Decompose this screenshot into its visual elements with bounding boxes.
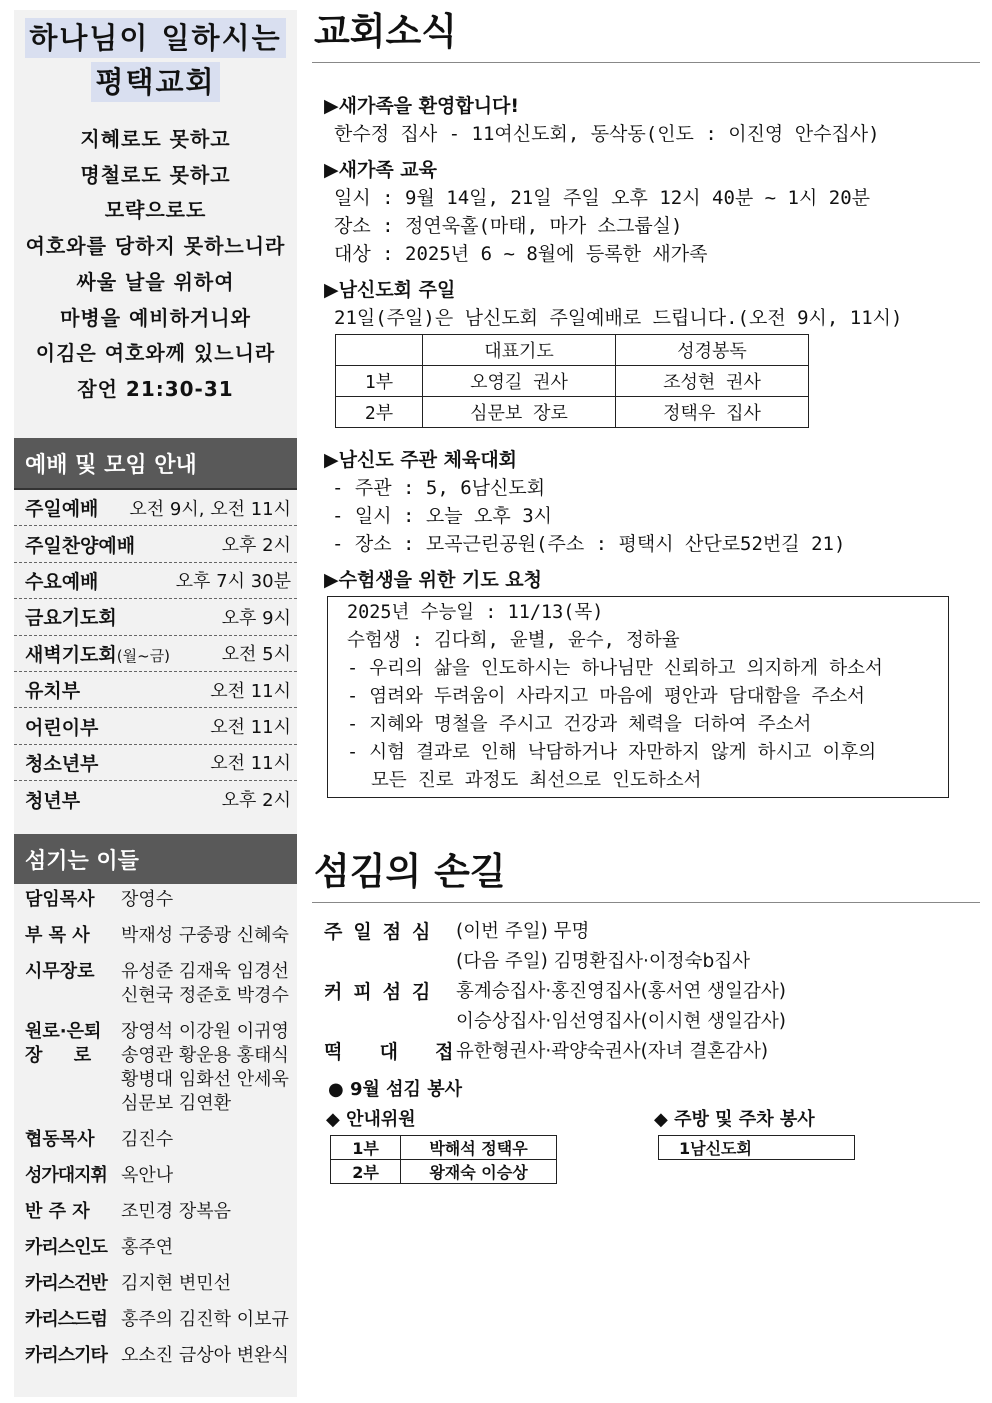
education-line: 장소 : 정연욱홀(마태, 마가 소그룹실) [334,215,683,237]
ushers-table [330,1135,557,1184]
sidebar [14,10,297,1397]
server-row [14,960,297,1008]
worship-time: 오후 2시 [221,535,291,557]
worship-row [14,708,297,744]
server-row [14,1200,297,1224]
verse-line: 지혜로도 못하고 [80,127,231,151]
server-role: 카리스기타 [25,1345,107,1366]
men-sunday-table [335,334,809,428]
prayer-date: 2025년 수능일 : 11/13(목) [347,602,604,623]
table-cell: 왕재숙 이승상 [401,1160,557,1184]
worship-row [14,563,297,599]
divider [312,902,980,903]
server-role: 장 로 [25,1045,92,1066]
service-row-coffee [324,977,980,1037]
server-names: 장영수 [121,889,174,910]
server-names: 홍주연 [121,1237,174,1258]
servers-section-title: 섬기는 이들 [14,834,297,884]
table-header-row [336,335,809,366]
prayer-students: 수험생 : 김다희, 윤별, 윤수, 정하율 [347,630,680,651]
server-row [14,1236,297,1260]
worship-name: 어린이부 [25,716,99,739]
prayer-box [327,596,949,798]
verse-line: 이김은 여호와께 있느니라 [35,341,276,366]
verse-line: 여호와를 당하지 못하느니라 [25,234,286,259]
prayer-item: - 지혜와 명철을 주시고 건강과 체력을 더하여 주소서 [347,714,812,735]
sports-line: - 주관 : 5, 6남신도회 [332,477,546,499]
server-names: 조민경 장복음 [121,1201,232,1222]
worship-name: 청년부 [25,789,81,812]
prayer-section [312,566,980,798]
education-line: 대상 : 2025년 6 ~ 8월에 등록한 새가족 [334,243,708,265]
church-title [14,10,297,102]
server-names: 신현국 정준호 박경수 [121,985,289,1006]
worship-time: 오전 11시 [210,680,291,702]
server-names: 유성준 김재욱 임경선 [121,961,289,982]
table-header [336,335,423,366]
service-row-lunch [324,917,980,977]
september-service-columns [326,1105,980,1184]
server-names: 홍주의 김진학 이보규 [121,1309,289,1330]
worship-row [14,490,297,526]
worship-row [14,636,297,672]
server-role: 원로·은퇴 [25,1021,102,1042]
table-cell: 2부 [336,397,423,428]
table-cell: 오영길 권사 [423,366,616,397]
worship-row [14,672,297,708]
table-cell: 정택우 집사 [616,397,809,428]
server-role: 시무장로 [25,961,95,982]
service-row-rice-cake [324,1037,980,1067]
server-names: 심문보 김연환 [121,1093,232,1114]
server-names: 오소진 금상아 변완식 [121,1345,289,1366]
verse-line: 명철로도 못하고 [80,162,231,187]
prayer-item-continued: 모든 진로 과정도 최선으로 인도하소서 [371,770,702,791]
service-title: 섬김의 손길 [314,850,506,893]
server-row [14,888,297,912]
prayer-item: - 시험 결과로 인해 낙담하거나 자만하지 않게 하시고 이후의 [347,742,877,763]
table-row [331,1136,557,1160]
service-value: (다음 주일) 김명환집사·이정숙b집사 [456,951,751,972]
worship-row [14,781,297,817]
server-role: 카리스인도 [25,1237,107,1258]
servers-list [14,888,297,1380]
table-cell: 박해석 정택우 [401,1136,557,1160]
divider [312,62,980,63]
worship-name: 주일찬양예배 [25,534,136,557]
table-cell: 조성현 권사 [616,366,809,397]
service-grid [324,917,980,1067]
section-heading: ▶수험생을 위한 기도 요청 [324,569,542,591]
server-names: 장영석 이강원 이귀영 [121,1021,289,1042]
education-section [312,156,980,268]
server-names: 황병대 임화선 안세욱 [121,1069,289,1090]
kitchen-table [658,1135,855,1160]
worship-name: 금요기도회 [25,607,117,630]
table-row [659,1136,855,1160]
server-names: 박재성 구중광 신혜숙 [121,925,289,946]
section-heading: ▶새가족 교육 [324,159,437,181]
bible-verse [14,122,297,408]
server-row [14,924,297,948]
server-row [14,1272,297,1296]
worship-time: 오전 11시 [210,717,291,739]
table-header: 대표기도 [423,335,616,366]
table-cell: 1부 [331,1136,401,1160]
verse-line: 싸울 날을 위하여 [76,269,235,294]
worship-row [14,599,297,635]
news-title: 교회소식 [314,10,457,53]
service-value: (이번 주일) 무명 [456,921,590,942]
table-row [331,1160,557,1184]
worship-section-title: 예배 및 모임 안내 [14,438,297,488]
ushers-title: ◆ 안내위원 [326,1109,416,1130]
service-value: 홍계승집사·홍진영집사(홍서연 생일감사) [456,981,787,1002]
worship-time: 오후 7시 30분 [175,571,291,593]
worship-time: 오전 9시, 오전 11시 [129,498,291,520]
section-heading: ▶새가족을 환영합니다! [324,95,520,117]
service-role: 주일점심 [324,921,442,943]
worship-time: 오전 11시 [210,753,291,775]
sports-line: - 일시 : 오늘 오후 3시 [332,505,552,527]
worship-row [14,745,297,781]
service-value: 유한형권사·곽양숙권사(자녀 결혼감사) [456,1041,769,1062]
server-role: 반 주 자 [25,1201,90,1222]
table-cell: 2부 [331,1160,401,1184]
worship-time: 오전 5시 [221,644,291,666]
september-service-title: ● 9월 섬김 봉사 [328,1079,462,1100]
service-value: 이승상집사·임선영집사(이시현 생일감사) [456,1011,787,1032]
worship-list [14,490,297,818]
table-cell: 심문보 장로 [423,397,616,428]
server-row [14,1164,297,1188]
verse-line: 모략으로도 [104,198,207,223]
worship-name: 유치부 [25,680,81,703]
server-role: 카리스건반 [25,1273,107,1294]
men-sunday-section [312,276,980,428]
server-names: 옥안나 [121,1165,174,1186]
section-heading: ▶남신도 주관 체육대회 [324,449,518,471]
server-names: 김지현 변민선 [121,1273,232,1294]
server-names: 송영관 황운용 홍태식 [121,1045,289,1066]
table-cell: 1부 [336,366,423,397]
worship-time: 오후 2시 [221,790,291,812]
worship-name: 수요예배 [25,570,99,593]
sports-section [312,446,980,558]
server-names: 김진수 [121,1129,174,1150]
server-role: 카리스드럼 [25,1309,107,1330]
worship-note: (월~금) [116,646,171,665]
server-row [14,1128,297,1152]
ushers-column [326,1105,654,1184]
verse-reference: 잠언 21:30-31 [77,376,234,401]
server-row [14,1020,297,1116]
worship-row [14,526,297,562]
server-role: 부 목 사 [25,925,90,946]
server-row [14,1344,297,1368]
new-family-line: 한수정 집사 - 11여신도회, 동삭동(인도 : 이진영 안수집사) [334,123,880,145]
main-content [312,0,980,1184]
new-family-section [312,92,980,148]
kitchen-column [654,1105,855,1184]
table-header: 성경봉독 [616,335,809,366]
table-row [336,397,809,428]
sports-line: - 장소 : 모곡근린공원(주소 : 평택시 산단로52번길 21) [332,533,846,555]
server-role: 담임목사 [25,889,95,910]
worship-name: 청소년부 [25,752,99,775]
men-sunday-line: 21일(주일)은 남신도회 주일예배로 드립니다.(오전 9시, 11시) [334,307,903,329]
service-role: 커피섬김 [324,981,442,1003]
worship-name: 새벽기도회 [25,643,117,666]
server-role: 협동목사 [25,1129,95,1150]
section-heading: ▶남신도회 주일 [324,279,456,301]
prayer-item: - 염려와 두려움이 사라지고 마음에 평안과 담대함을 주소서 [347,686,866,707]
server-row [14,1308,297,1332]
server-role: 성가대지휘 [25,1165,107,1186]
church-name-line1: 하나님이 일하시는 [25,18,285,58]
verse-line: 마병을 예비하거니와 [60,305,251,330]
church-name-line2: 평택교회 [91,62,219,102]
table-row [336,366,809,397]
worship-time: 오후 9시 [221,607,291,629]
kitchen-title: ◆ 주방 및 주차 봉사 [654,1109,815,1130]
table-cell: 1남신도회 [659,1136,855,1160]
worship-name: 주일예배 [25,498,99,521]
education-line: 일시 : 9월 14일, 21일 주일 오후 12시 40분 ~ 1시 20분 [334,187,871,209]
service-role: 떡 대 접 [324,1041,462,1063]
prayer-item: - 우리의 삶을 인도하시는 하나님만 신뢰하고 의지하게 하소서 [347,658,883,679]
